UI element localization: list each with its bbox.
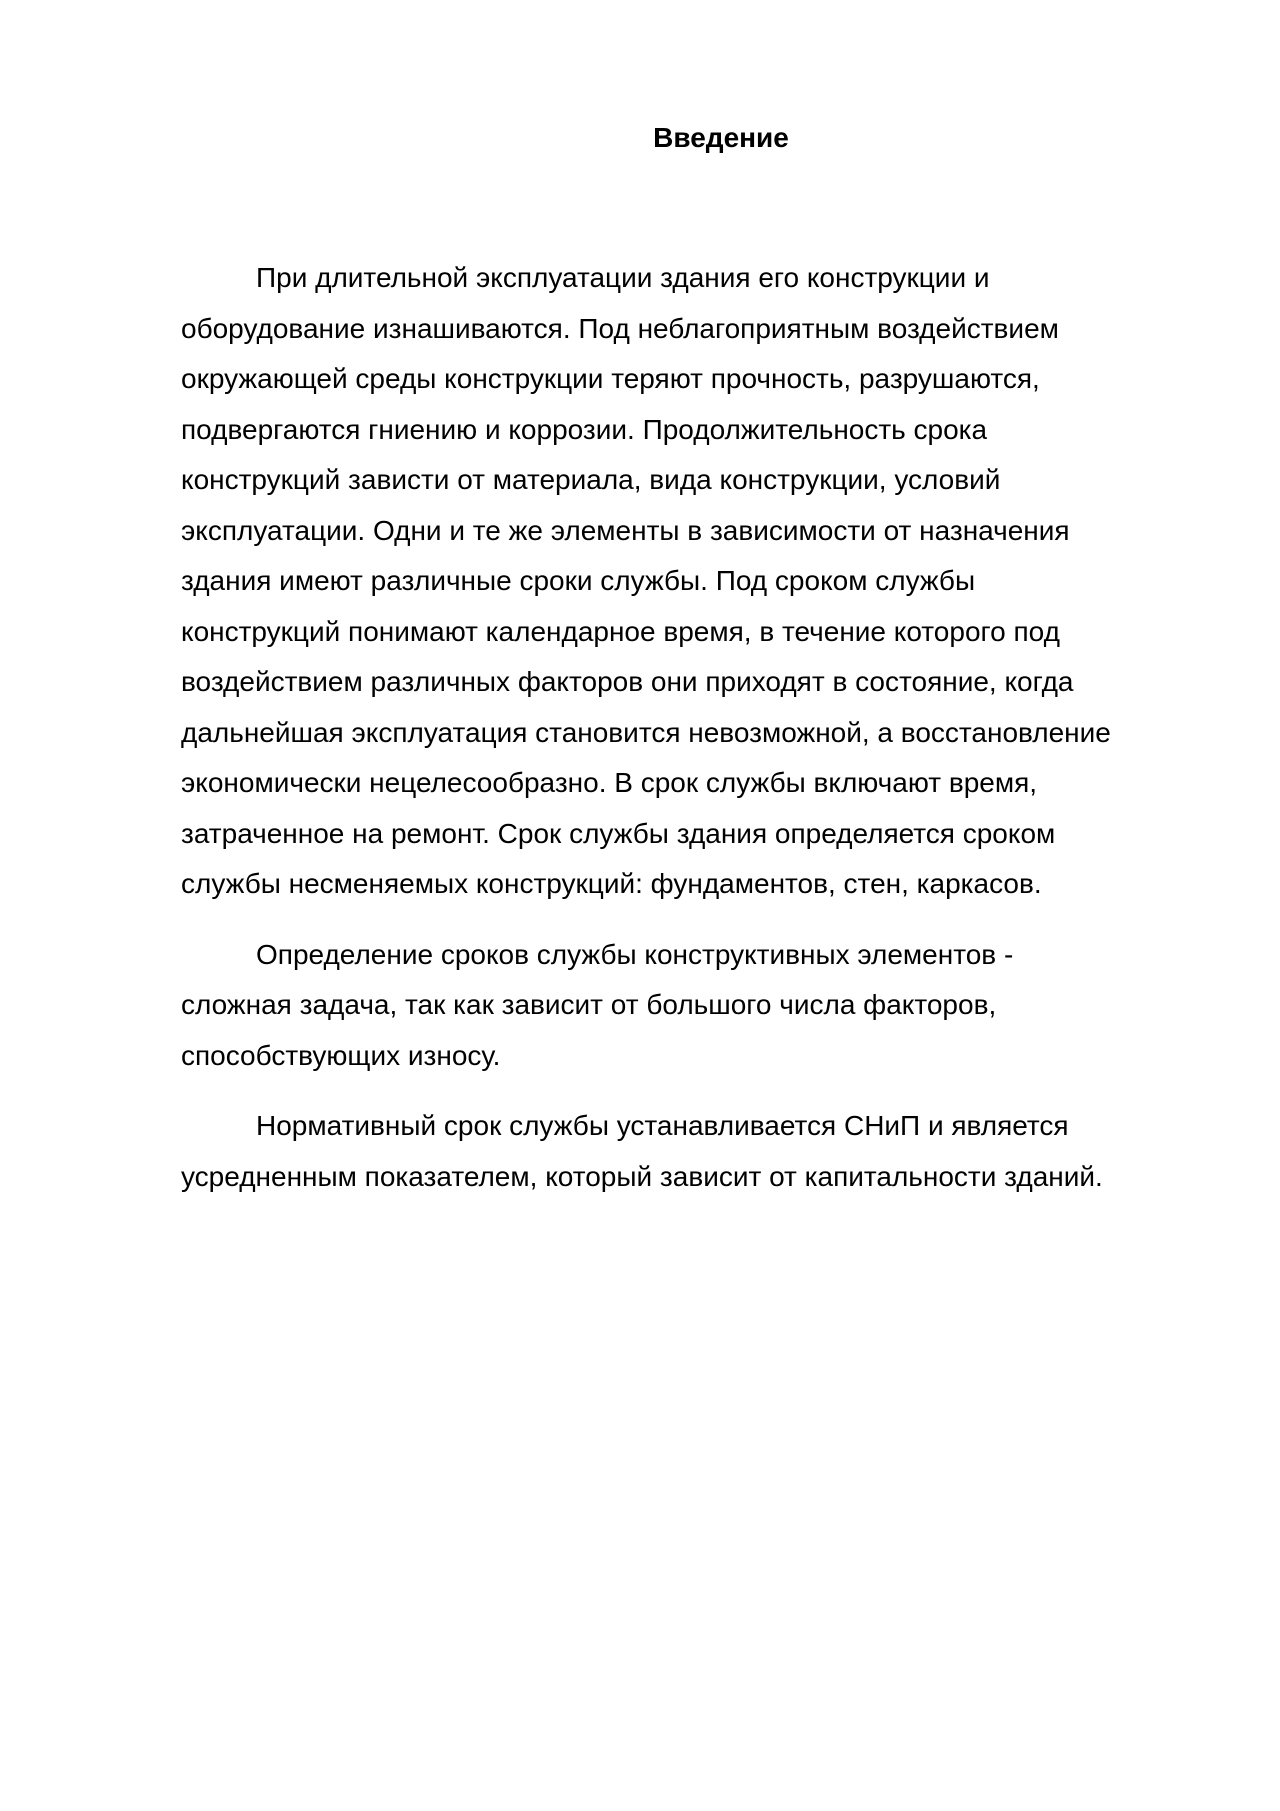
- text-line: усредненным показателем, который зависит от капитальности зданий.: [181, 1160, 1103, 1192]
- document-body: [181, 253, 1191, 1202]
- text-line: способствующих износу.: [181, 1039, 501, 1071]
- text-line: конструкций понимают календарное время, в течение которого под: [181, 615, 1060, 647]
- text-line: экономически нецелесообразно. В срок службы включают время,: [181, 767, 1038, 798]
- text-line: воздействием различных факторов они приходят в состояние, когда: [181, 666, 1074, 697]
- paragraph-3: [181, 1101, 1191, 1202]
- text-line: конструкций зависти от материала, вида конструкции, условий: [181, 464, 1001, 495]
- text-line: При длительной эксплуатации здания его конструкции и: [256, 262, 990, 293]
- text-line: окружающей среды конструкции теряют прочность, разрушаются,: [181, 363, 1040, 394]
- text-line: Нормативный срок службы устанавливается СНиП и является: [256, 1110, 1069, 1141]
- page-title: Введение: [653, 122, 789, 153]
- text-line: Определение сроков службы конструктивных элементов -: [256, 938, 1014, 970]
- text-line: службы несменяемых конструкций: фундаментов, стен, каркасов.: [181, 868, 1042, 899]
- text-line: здания имеют различные сроки службы. Под сроком службы: [181, 565, 976, 596]
- text-line: дальнейшая эксплуатация становится невозможной, а восстановление: [181, 716, 1111, 748]
- text-line: оборудование изнашиваются. Под неблагоприятным воздействием: [181, 312, 1059, 344]
- paragraph-1: [181, 253, 1191, 910]
- text-line: сложная задача, так как зависит от большого числа факторов,: [181, 989, 997, 1020]
- text-line: затраченное на ремонт. Срок службы здания определяется сроком: [181, 817, 1056, 849]
- text-line: эксплуатации. Одни и те же элементы в зависимости от назначения: [181, 514, 1070, 546]
- paragraph-2: [181, 930, 1191, 1082]
- text-line: подвергаются гниению и коррозии. Продолжительность срока: [181, 413, 988, 445]
